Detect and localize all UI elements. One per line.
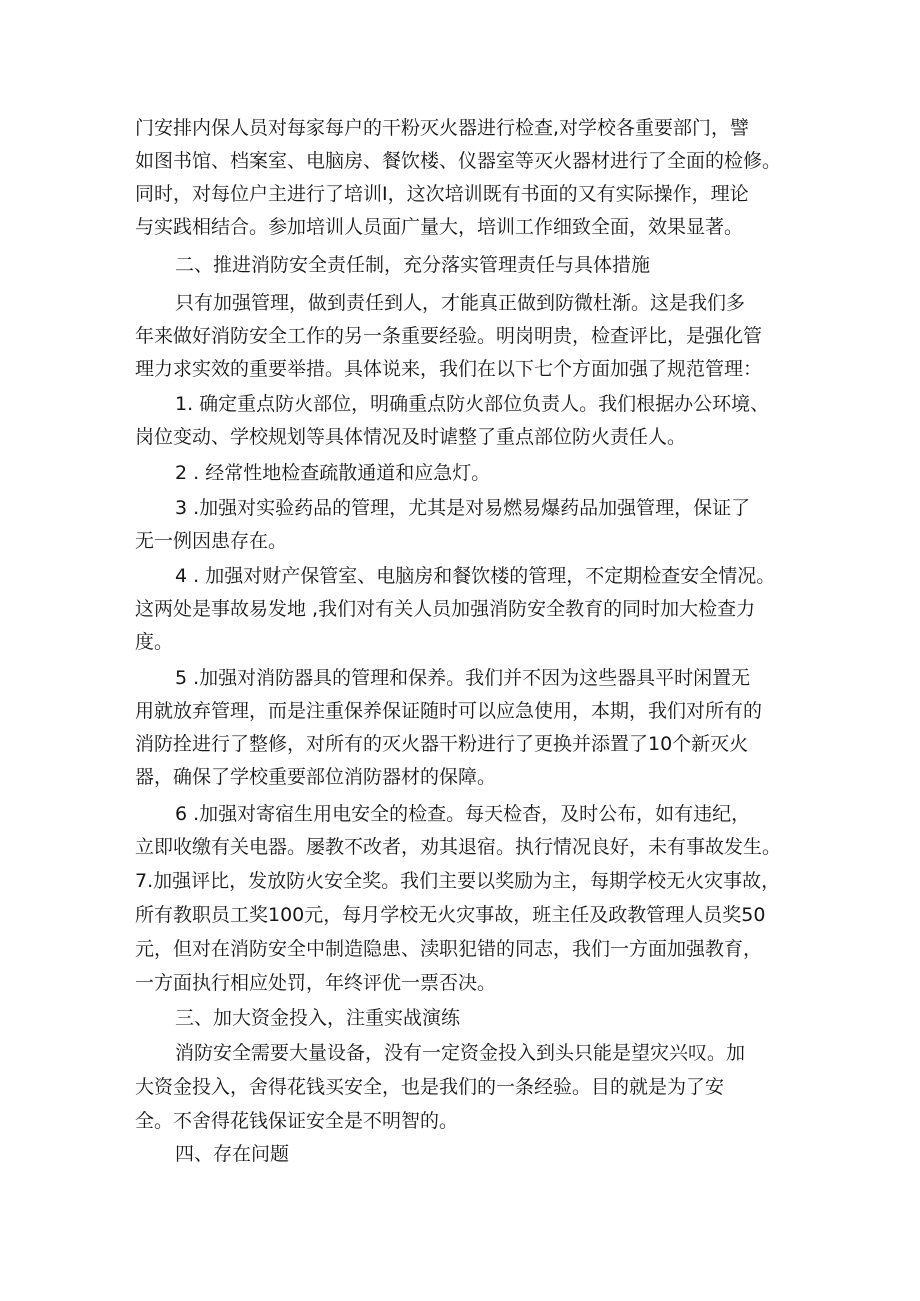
text-line-19: 消防拴进行了整修，对所有的灭火器干粉进行了更换并添置了10个新灭火 <box>135 733 749 755</box>
text-line-2: 如图书馆、档案室、电脑房、餐饮楼、仪器室等灭火器材进行了全面的检修。 <box>135 150 782 172</box>
text-line-10: 岗位变动、学校规划等具体情况及时谑整了重点部位防火责任人。 <box>135 426 687 448</box>
section-heading-4: 四、存在问题 <box>175 1143 290 1165</box>
text-line-13: 无一例因患存在。 <box>135 530 288 552</box>
text-line-7: 年来做好消防安全工作的另一条重要经验。明岗明贵，检查评比，是强化管 <box>135 325 763 347</box>
text-line-15: 这两处是事故易发地 ,我们对有关人员加强消防安全教育的同时加大检查力 <box>135 598 756 620</box>
text-line-30: 全。不舍得花钱保证安全是不明智的。 <box>135 1110 459 1132</box>
text-line-28: 消防安全需要大量设备，没有一定资金投入到头只能是望灾兴叹。加 <box>175 1042 746 1064</box>
list-item-4: 4 . 加强对财产保管室、电脑房和餐饮楼的管理，不定期检查安全情况。 <box>175 565 776 587</box>
list-item-7: 7.加强评比，发放防火安全奖。我们主要以奖励为主，每期学校无火灾事故， <box>135 870 781 892</box>
list-item-3: 3 .加强对实验药品的管理，尤其是对易燃易爆药品加强管理，保证了 <box>175 497 751 519</box>
list-item-1: 1. 确定重点防火部位，明确重点防火部位负责人。我们根据办公环境、 <box>175 393 770 415</box>
text-line-6: 只有加强管理，做到责任到人，才能真正做到防微杜渐。这是我们多 <box>175 292 746 314</box>
text-line-29: 大资金投入，舍得花钱买安全，也是我们的一条经验。目的就是为了安 <box>135 1076 725 1098</box>
text-line-1: 门安排内保人员对每家每户的干粉灭火器进行检查,对学校各重要部门，譬 <box>135 117 750 139</box>
text-line-4: 与实践相结合。参加培训人员面广量大，培训工作细致全面，效果显著。 <box>135 216 744 238</box>
section-heading-3: 三、加大资金投入，注重实战演练 <box>175 1007 461 1029</box>
text-line-20: 器，确保了学校重要部位消防器材的保障。 <box>135 766 497 788</box>
text-line-3: 同时，对每位户主进行了培训I，这次培训既有书面的又有实际操作，理论 <box>135 183 749 205</box>
list-item-2: 2 . 经常性地检查疏散通道和应急灯。 <box>175 462 491 484</box>
text-line-16: 度。 <box>135 631 174 653</box>
text-line-24: 所有教职员工奖100元，每月学校无火灾事故，班主任及政教管理人员奖50 <box>135 904 766 926</box>
text-line-18: 用就放弃管理，而是注重保养保证随时可以应急使用，本期，我们对所有的 <box>135 700 763 722</box>
list-item-5: 5 .加强对消防器具的管理和保养。我们并不因为这些器具平时闲置无 <box>175 667 751 689</box>
text-line-22: 立即收缴有关电器。屡教不改者，劝其退宿。执行情况良好，未有事故发生。 <box>135 836 782 858</box>
list-item-6: 6 .加强对寄宿生用电安全的检查。每天检杳，及时公布，如有违纪， <box>175 803 751 825</box>
section-heading-2: 二、推进消防安全责任制，充分落实管理责任与具体措施 <box>175 254 651 276</box>
text-line-26: 一方面执行相应处罚，年终评优一票否决。 <box>135 972 497 994</box>
text-line-25: 元，但对在消防安全中制造隐患、渎职犯错的同志，我们一方面加强教育， <box>135 938 763 960</box>
text-line-8: 理力求实效的重要举措。具体说来，我们在以下七个方面加强了规范管理： <box>135 358 763 380</box>
